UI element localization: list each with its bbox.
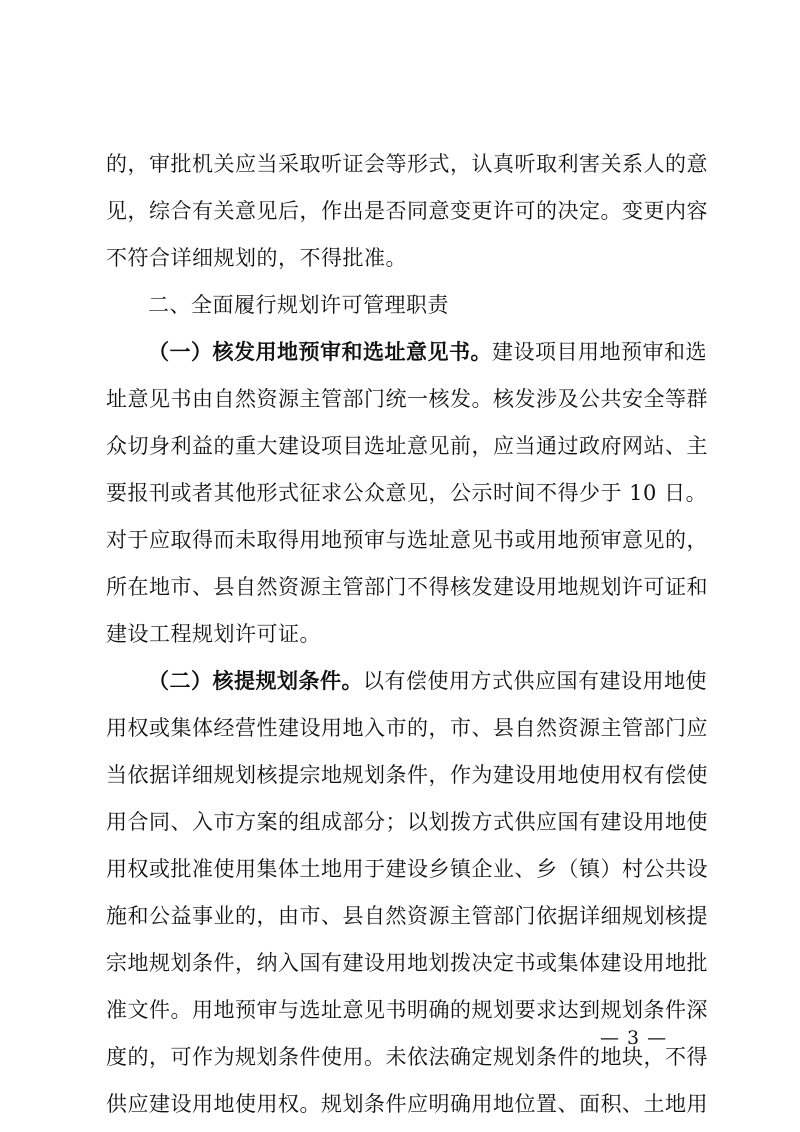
body-line: 施和公益事业的，由市、县自然资源主管部门依据详细规划核提 — [106, 904, 708, 928]
paragraph-text: 建设项目用地预审和选 — [492, 340, 707, 364]
body-line: 宗地规划条件，纳入国有建设用地划拨决定书或集体建设用地批 — [106, 951, 708, 975]
body-line: 要报刊或者其他形式征求公众意见，公示时间不得少于 10 日。 — [106, 481, 708, 505]
body-line: 众切身利益的重大建设项目选址意见前，应当通过政府网站、主 — [106, 434, 708, 458]
body-line: 当依据详细规划核提宗地规划条件，作为建设用地使用权有偿使 — [106, 763, 708, 787]
body-line: 建设工程规划许可证。 — [106, 622, 321, 646]
body-line: 用权或集体经营性建设用地入市的，市、县自然资源主管部门应 — [106, 716, 708, 740]
body-line: 用合同、入市方案的组成部分；以划拨方式供应国有建设用地使 — [106, 810, 708, 834]
body-line: 供应建设用地使用权。规划条件应明确用地位置、面积、土地用 — [106, 1092, 708, 1116]
body-line: 对于应取得而未取得用地预审与选址意见书或用地预审意见的， — [106, 528, 708, 552]
body-line: 不符合详细规划的，不得批准。 — [106, 246, 407, 270]
body-line: 所在地市、县自然资源主管部门不得核发建设用地规划许可证和 — [106, 575, 708, 599]
section-heading: 二、全面履行规划许可管理职责 — [148, 293, 449, 317]
body-line: 见，综合有关意见后，作出是否同意变更许可的决定。变更内容 — [106, 199, 708, 223]
subsection-heading: （二）核提规划条件。 — [148, 668, 363, 693]
body-line: 的，审批机关应当采取听证会等形式，认真听取利害关系人的意 — [106, 152, 708, 176]
body-line: 准文件。用地预审与选址意见书明确的规划要求达到规划条件深 — [106, 998, 708, 1022]
body-line: 址意见书由自然资源主管部门统一核发。核发涉及公共安全等群 — [106, 387, 708, 411]
body-line: 用权或批准使用集体土地用于建设乡镇企业、乡（镇）村公共设 — [106, 857, 708, 881]
page-number: — 3 — — [600, 1027, 668, 1049]
paragraph-text: 以有偿使用方式供应国有建设用地使 — [363, 669, 707, 693]
subsection-heading: （一）核发用地预审和选址意见书。 — [148, 339, 492, 364]
paragraph-first-line — [148, 332, 707, 372]
body-line: 度的，可作为规划条件使用。未依法确定规划条件的地块，不得 — [106, 1045, 708, 1069]
paragraph-first-line — [148, 661, 707, 701]
